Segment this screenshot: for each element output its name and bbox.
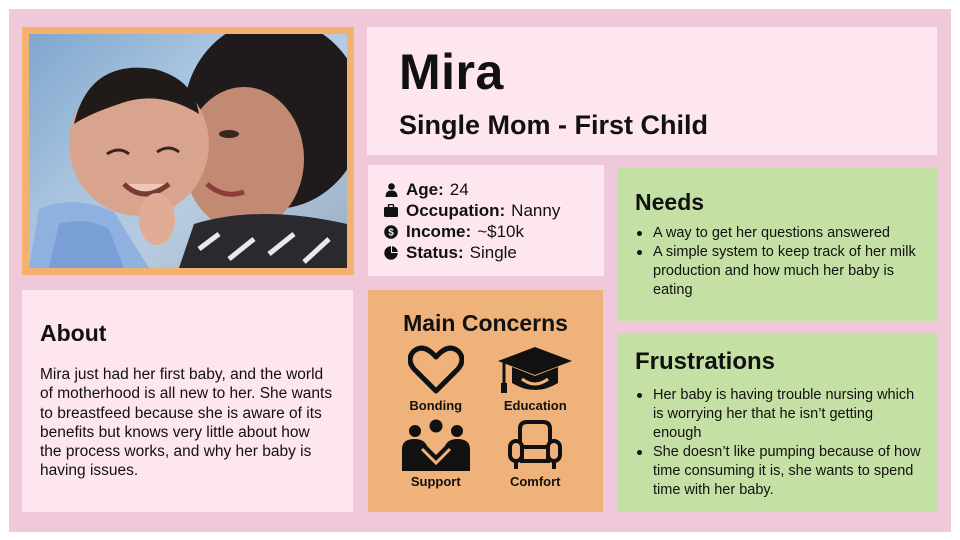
heart-icon — [408, 345, 464, 395]
persona-subtitle: Single Mom - First Child — [399, 110, 708, 140]
persona-name: Mira — [399, 44, 504, 100]
person-icon — [384, 183, 398, 197]
about-title: About — [40, 320, 107, 346]
needs-item: A simple system to keep track of her milk production and how much her baby is eating — [653, 243, 923, 300]
graduation-cap-icon — [496, 345, 574, 395]
info-row-occupation — [384, 200, 604, 221]
info-row-income — [384, 221, 604, 242]
frustrations-title: Frustrations — [635, 348, 776, 375]
concern-label: Education — [503, 398, 567, 413]
needs-list — [635, 224, 923, 300]
info-card — [368, 165, 604, 276]
needs-item: A way to get her questions answered — [653, 224, 923, 243]
briefcase-icon — [384, 204, 398, 218]
dollar-coin-icon — [384, 225, 398, 239]
info-value: 24 — [449, 179, 469, 199]
mother-and-baby-photo — [29, 34, 347, 268]
concern-label: Comfort — [509, 474, 561, 489]
concern-label: Support — [410, 474, 461, 489]
frustrations-item: Her baby is having trouble nursing which is worrying her that he isn’t getting enough — [653, 386, 923, 443]
armchair-icon — [508, 419, 562, 471]
info-row-status — [384, 242, 604, 263]
people-group-icon — [402, 419, 470, 471]
needs-title: Needs — [635, 189, 705, 215]
info-label: Age: — [406, 179, 444, 199]
info-value: Nanny — [511, 200, 561, 220]
photo-frame — [22, 27, 354, 275]
info-value: Single — [469, 242, 517, 262]
concern-bonding — [386, 345, 486, 413]
name-card — [367, 27, 937, 155]
info-row-age — [384, 179, 604, 200]
info-label: Status: — [406, 242, 464, 262]
concern-support — [386, 419, 486, 489]
pie-chart-icon — [384, 246, 398, 260]
needs-card — [617, 167, 937, 321]
frustrations-card — [617, 333, 937, 512]
frustrations-list — [635, 386, 923, 500]
info-label: Income: — [406, 221, 472, 241]
main-concerns-title: Main Concerns — [403, 310, 568, 336]
main-concerns-card — [368, 290, 603, 512]
concern-label: Bonding — [409, 398, 463, 413]
info-label: Occupation: — [406, 200, 506, 220]
about-card — [22, 290, 353, 512]
concern-education — [486, 345, 586, 413]
concern-comfort — [486, 419, 586, 489]
frustrations-item: She doesn’t like pumping because of how time consuming it is, she wants to spend time with her baby. — [653, 443, 923, 500]
about-text: Mira just had her first baby, and the world of motherhood is all new to her. She wants to breastfeed because she is aware of its benefits but knows very little about how the process works, and why her baby is having issues. — [40, 366, 333, 480]
svg-text:$: $ — [388, 227, 394, 239]
info-value: ~$10k — [477, 221, 524, 241]
